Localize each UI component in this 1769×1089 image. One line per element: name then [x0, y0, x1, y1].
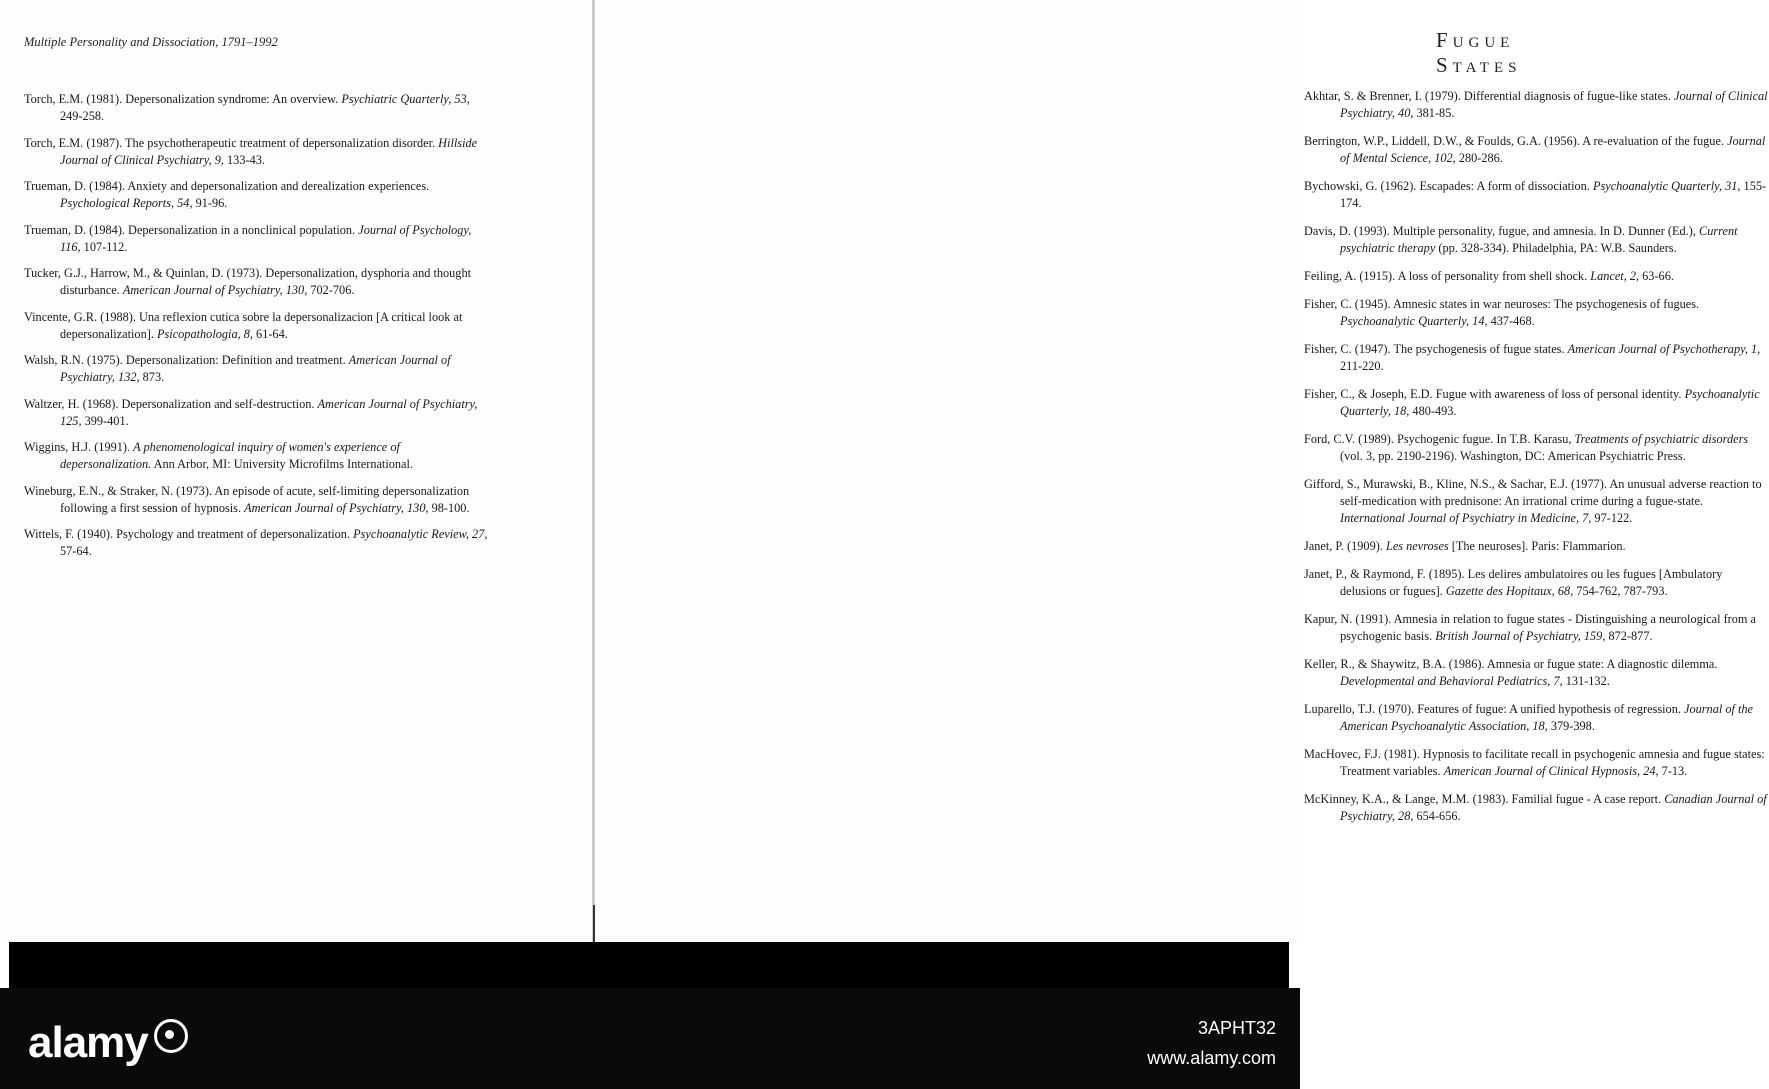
reference-pages: 381-85.	[1413, 106, 1455, 120]
reference-text: Vincente, G.R. (1988). Una reflexion cutica sobre la depersonalizacion [A critical look at depersonalization].	[24, 309, 463, 341]
reference-volume: 54,	[174, 196, 193, 210]
reference-text: Berrington, W.P., Liddell, D.W., & Foulds, G.A. (1956). A re-evaluation of the fugue.	[1304, 134, 1728, 148]
reference-text: Gifford, S., Murawski, B., Kline, N.S., & Sachar, E.J. (1977). An unusual adverse reaction to self-medication with prednisone: An irrational crime during a fugue-state.	[1304, 477, 1762, 508]
reference-source: Psychological Reports,	[60, 196, 175, 210]
reference-entry	[1304, 133, 1769, 167]
book-gutter	[592, 0, 595, 942]
reference-volume: 1,	[1747, 342, 1761, 356]
reference-entry	[24, 309, 494, 343]
reference-volume: 8,	[240, 326, 253, 341]
reference-pages: 63-66.	[1639, 269, 1674, 283]
reference-volume: 27,	[468, 527, 488, 541]
reference-text: Akhtar, S. & Brenner, I. (1979). Differential diagnosis of fugue-like states.	[1304, 89, 1674, 103]
reference-text: Bychowski, G. (1962). Escapades: A form of dissociation.	[1304, 179, 1593, 193]
reference-pages: 280-286.	[1455, 151, 1503, 165]
reference-pages: 873.	[139, 370, 165, 384]
reference-entry	[1304, 431, 1769, 465]
reference-entry	[1304, 296, 1769, 330]
reference-text: Wiggins, H.J. (1991).	[24, 440, 134, 454]
reference-source: Les nevroses	[1385, 539, 1449, 553]
reference-text: Torch, E.M. (1987). The psychotherapeutic treatment of depersonalization disorder.	[24, 135, 439, 150]
reference-source: Treatments of psychiatric disorders	[1574, 432, 1749, 446]
alamy-logo	[28, 1018, 188, 1068]
reference-pages: 399-401.	[81, 413, 129, 428]
reference-pages: 97-122.	[1591, 511, 1633, 525]
reference-source: Lancet,	[1590, 269, 1627, 283]
reference-source: Psychoanalytic Quarterly,	[1340, 387, 1760, 418]
reference-text: Feiling, A. (1915). A loss of personality from shell shock.	[1304, 269, 1591, 283]
reference-source: British Journal of Psychiatry,	[1435, 629, 1581, 643]
gutter-shadow	[593, 905, 595, 942]
reference-pages: 107-112.	[80, 239, 128, 254]
image-id: 3APHT32	[1197, 1018, 1276, 1038]
reference-pages: 57-64.	[60, 544, 92, 558]
reference-volume: 53,	[451, 92, 470, 106]
right-reference-list	[1304, 88, 1769, 836]
reference-entry	[1304, 566, 1769, 600]
right-page	[596, 0, 1768, 942]
reference-text: Trueman, D. (1984). Anxiety and depersonalization and derealization experiences.	[24, 179, 430, 193]
reference-pages: 249-258.	[60, 109, 105, 123]
reference-pages: Ann Arbor, MI: University Microfilms International.	[151, 457, 414, 471]
reference-volume: 18,	[1529, 719, 1548, 733]
reference-text: Ford, C.V. (1989). Psychogenic fugue. In T.B. Karasu,	[1304, 432, 1575, 446]
reference-volume: 28,	[1394, 809, 1414, 823]
reference-source: Journal of Psychology,	[358, 222, 472, 237]
logo-icon	[154, 1019, 188, 1053]
reference-volume: 31,	[1722, 179, 1741, 193]
reference-pages: 379-398.	[1547, 719, 1595, 733]
reference-entry	[24, 439, 494, 473]
reference-entry	[1304, 791, 1769, 825]
reference-entry	[1304, 656, 1769, 690]
reference-source: Developmental and Behavioral Pediatrics,	[1340, 674, 1551, 688]
reference-entry	[24, 526, 494, 560]
running-head: Multiple Personality and Dissociation, 1791–1992	[24, 35, 278, 49]
reference-entry	[1304, 88, 1769, 122]
reference-entry	[1304, 268, 1769, 285]
reference-entry	[1304, 341, 1769, 375]
reference-pages: 480-493.	[1409, 404, 1457, 418]
reference-pages: (vol. 3, pp. 2190-2196). Washington, DC: American Psychiatric Press.	[1340, 449, 1686, 463]
reference-text: Fisher, C. (1947). The psychogenesis of fugue states.	[1304, 342, 1568, 356]
reference-source: Canadian Journal of Psychiatry,	[1340, 792, 1767, 823]
reference-entry	[24, 265, 494, 299]
reference-text: Janet, P. (1909).	[1304, 539, 1386, 553]
section-title: Fugue States	[1436, 28, 1522, 77]
reference-source: Psicopathologia,	[156, 326, 241, 341]
reference-pages: 754-762, 787-793.	[1573, 584, 1668, 598]
reference-pages: 654-656.	[1413, 809, 1461, 823]
reference-volume: 2,	[1626, 269, 1640, 283]
reference-source: Psychiatric Quarterly,	[341, 92, 452, 106]
reference-source: International Journal of Psychiatry in Medicine,	[1340, 511, 1580, 525]
reference-pages: 872-877.	[1605, 629, 1653, 643]
reference-text: Fisher, C., & Joseph, E.D. Fugue with awareness of loss of personal identity.	[1304, 387, 1685, 401]
reference-entry	[1304, 746, 1769, 780]
left-page	[0, 0, 596, 942]
reference-entry	[24, 91, 494, 125]
reference-entry	[24, 178, 494, 212]
reference-source: A phenomenological inquiry of women's experience of depersonalization.	[60, 440, 400, 471]
reference-pages: (pp. 328-334). Philadelphia, PA: W.B. Saunders.	[1435, 241, 1677, 255]
reference-volume: 102,	[1431, 151, 1456, 165]
reference-pages: 211-220.	[1340, 359, 1384, 373]
reference-text: Janet, P., & Raymond, F. (1895). Les delires ambulatoires ou les fugues [Ambulatory delusions or fugues].	[1304, 567, 1723, 598]
reference-text: McKinney, K.A., & Lange, M.M. (1983). Familial fugue - A case report.	[1304, 792, 1665, 806]
reference-pages: 133-43.	[223, 152, 265, 167]
reference-volume: 14,	[1469, 314, 1488, 328]
reference-entry	[1304, 386, 1769, 420]
reference-source: Journal of Mental Science,	[1340, 134, 1766, 165]
reference-volume: 40,	[1394, 106, 1414, 120]
reference-source: Gazette des Hopitaux,	[1445, 584, 1555, 598]
reference-text: Torch, E.M. (1981). Depersonalization syndrome: An overview.	[24, 92, 342, 106]
reference-entry	[1304, 538, 1769, 555]
reference-entry	[1304, 611, 1769, 645]
reference-entry	[24, 135, 494, 169]
reference-volume: 9,	[211, 152, 224, 167]
reference-source: American Journal of Clinical Hypnosis,	[1443, 764, 1641, 778]
reference-source: Journal of the American Psychoanalytic Association,	[1340, 702, 1753, 733]
reference-text: Kapur, N. (1991). Amnesia in relation to fugue states - Distinguishing a neurological from a psychogenic basis.	[1304, 612, 1757, 643]
reference-pages: 61-64.	[252, 326, 288, 341]
reference-pages: 91-96.	[192, 196, 228, 210]
reference-text: Keller, R., & Shaywitz, B.A. (1986). Amnesia or fugue state: A diagnostic dilemma.	[1304, 657, 1718, 671]
reference-entry	[1304, 476, 1769, 527]
reference-volume: 116,	[60, 239, 81, 254]
reference-pages: 131-132.	[1562, 674, 1610, 688]
reference-source: Hillside Journal of Clinical Psychiatry,	[60, 135, 478, 167]
reference-pages: 437-468.	[1487, 314, 1535, 328]
reference-entry	[1304, 178, 1769, 212]
reference-volume: 68,	[1554, 584, 1574, 598]
reference-volume: 18,	[1390, 404, 1410, 418]
reference-entry	[1304, 701, 1769, 735]
reference-source: Current psychiatric therapy	[1340, 224, 1738, 255]
reference-pages: [The neuroses]. Paris: Flammarion.	[1448, 539, 1626, 553]
left-reference-list	[24, 91, 494, 570]
reference-volume: 7,	[1579, 511, 1592, 525]
logo-text: alamy	[28, 1018, 148, 1067]
footer-url: www.alamy.com	[1147, 1048, 1276, 1068]
reference-volume: 130,	[403, 500, 429, 515]
reference-pages: 98-100.	[428, 500, 470, 515]
reference-volume: 159,	[1580, 629, 1606, 643]
reference-source: Psychoanalytic Quarterly,	[1592, 179, 1723, 193]
reference-text: Wittels, F. (1940). Psychology and treatment of depersonalization.	[24, 527, 354, 541]
reference-text: Davis, D. (1993). Multiple personality, fugue, and amnesia. In D. Dunner (Ed.),	[1304, 224, 1700, 238]
reference-text: Fisher, C. (1945). Amnesic states in war neuroses: The psychogenesis of fugues.	[1304, 297, 1700, 311]
reference-text: Wineburg, E.N., & Straker, N. (1973). An episode of acute, self-limiting depersonalization following a first session of hypnosis.	[24, 483, 470, 515]
reference-source: American Journal of Psychiatry,	[122, 283, 283, 297]
reference-source: Psychoanalytic Review,	[353, 527, 469, 541]
reference-volume: 24,	[1640, 764, 1659, 778]
reference-volume: 130,	[282, 283, 308, 297]
reference-entry	[1304, 223, 1769, 257]
reference-volume: 125,	[60, 413, 82, 428]
reference-volume: 132,	[114, 370, 140, 384]
reference-source: American Journal of Psychiatry,	[244, 500, 404, 515]
reference-text: Trueman, D. (1984). Depersonalization in a nonclinical population.	[24, 222, 359, 237]
reference-text: Walsh, R.N. (1975). Depersonalization: Definition and treatment.	[24, 353, 349, 367]
scan-edge-band	[9, 942, 1289, 988]
reference-pages: 7-13.	[1658, 764, 1688, 778]
reference-source: American Journal of Psychiatry,	[317, 396, 478, 411]
reference-source: Psychoanalytic Quarterly,	[1340, 314, 1470, 328]
reference-pages: 155-174.	[1340, 179, 1767, 210]
reference-text: Luparello, T.J. (1970). Features of fugue: A unified hypothesis of regression.	[1304, 702, 1684, 716]
reference-pages: 702-706.	[307, 283, 355, 297]
reference-text: MacHovec, F.J. (1981). Hypnosis to facilitate recall in psychogenic amnesia and fugue states: Treatment variables.	[1304, 747, 1765, 778]
reference-volume: 7,	[1550, 674, 1563, 688]
reference-entry	[24, 483, 494, 517]
reference-source: American Journal of Psychotherapy,	[1567, 342, 1748, 356]
watermark-footer	[0, 988, 1300, 1089]
reference-entry	[24, 352, 494, 386]
reference-entry	[24, 396, 494, 430]
reference-text: Tucker, G.J., Harrow, M., & Quinlan, D. (1973). Depersonalization, dysphoria and thought disturbance.	[24, 266, 472, 297]
reference-entry	[24, 222, 494, 256]
reference-source: American Journal of Psychiatry,	[60, 353, 451, 384]
reference-source: Journal of Clinical Psychiatry,	[1340, 89, 1768, 120]
reference-text: Waltzer, H. (1968). Depersonalization and self-destruction.	[24, 396, 318, 411]
